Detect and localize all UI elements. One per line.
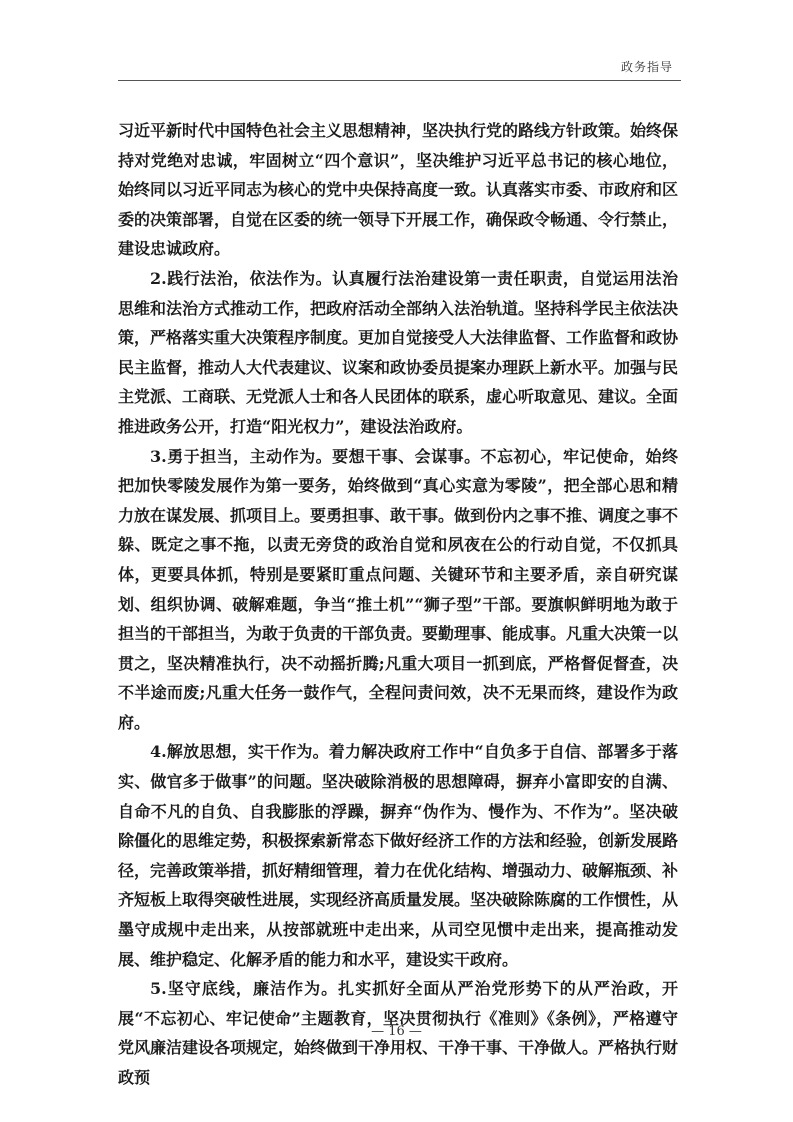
paragraph-2: 2.践行法治，依法作为。认真履行法治建设第一责任职责，自觉运用法治思维和法治方式推动工作，把政府活动全部纳入法治轨道。坚持科学民主依法决策，严格落实重大决策程序制度。更加自觉接受人大法律监督、工作监督和政协民主监督，推动人大代表建议、议案和政协委员提案办理跃上新水平。加强与民主党派、工商联、无党派人士和各人民团体的联系，虚心听取意见、建议。全面推进政务公开，打造“阳光权力”，建设法治政府。 [118, 268, 679, 436]
document-body [118, 116, 678, 1093]
paragraph-1: 习近平新时代中国特色社会主义思想精神，坚决执行党的路线方针政策。始终保持对党绝对忠诚，牢固树立“四个意识”，坚决维护习近平总书记的核心地位，始终同以习近平同志为核心的党中央保持高度一致。认真落实市委、市政府和区委的决策部署，自觉在区委的统一领导下开展工作，确保政令畅通、令行禁止，建设忠诚政府。 [118, 121, 679, 259]
running-header-title: 政务指导 [620, 60, 673, 74]
page-number: — 16 — [371, 1024, 422, 1039]
paragraph-3: 3.勇于担当，主动作为。要想干事、会谋事。不忘初心，牢记使命，始终把加快零陵发展作为第一要务，始终做到“真心实意为零陵”，把全部心思和精力放在谋发展、抓项目上。要勇担事、敢干事。做到份内之事不推、调度之事不躲、既定之事不拖，以责无旁贷的政治自觉和夙夜在公的行动自觉，不仅抓具体，更要具体抓，特别是要紧盯重点问题、关键环节和主要矛盾，亲自研究谋划、组织协调、破解难题，争当“推土机”“狮子型”干部。要旗帜鲜明地为敢于担当的干部担当，为敢于负责的干部负责。要勤理事、能成事。凡重大决策一以贯之，坚决精准执行，决不动摇折腾;凡重大项目一抓到底，严格督促督查，决不半途而废;凡重大任务一鼓作气，全程问责问效，决不无果而终，建设作为政府。 [118, 446, 679, 732]
paragraph-4: 4.解放思想，实干作为。着力解决政府工作中“自负多于自信、部署多于落实、做官多于做事”的问题。坚决破除消极的思想障碍，摒弃小富即安的自满、自命不凡的自负、自我膨胀的浮躁，摒弃“伪作为、慢作为、不作为”。坚决破除僵化的思维定势，积极探索新常态下做好经济工作的方法和经验，创新发展路径，完善政策举措，抓好精细管理，着力在优化结构、增强动力、破解瓶颈、补齐短板上取得突破性进展，实现经济高质量发展。坚决破除陈腐的工作惯性，从墨守成规中走出来，从按部就班中走出来，从司空见惯中走出来，提高推动发展、维护稳定、化解矛盾的能力和水平，建设实干政府。 [118, 742, 679, 969]
paragraph-5: 5.坚守底线，廉洁作为。扎实抓好全面从严治党形势下的从严治政，开展“不忘初心、牢记使命”主题教育，坚决贯彻执行《准则》《条例》，严格遵守党风廉洁建设各项规定，始终做到干净用权、干净干事、干净做人。严格执行财政预 [118, 979, 679, 1087]
header-divider [118, 80, 681, 81]
